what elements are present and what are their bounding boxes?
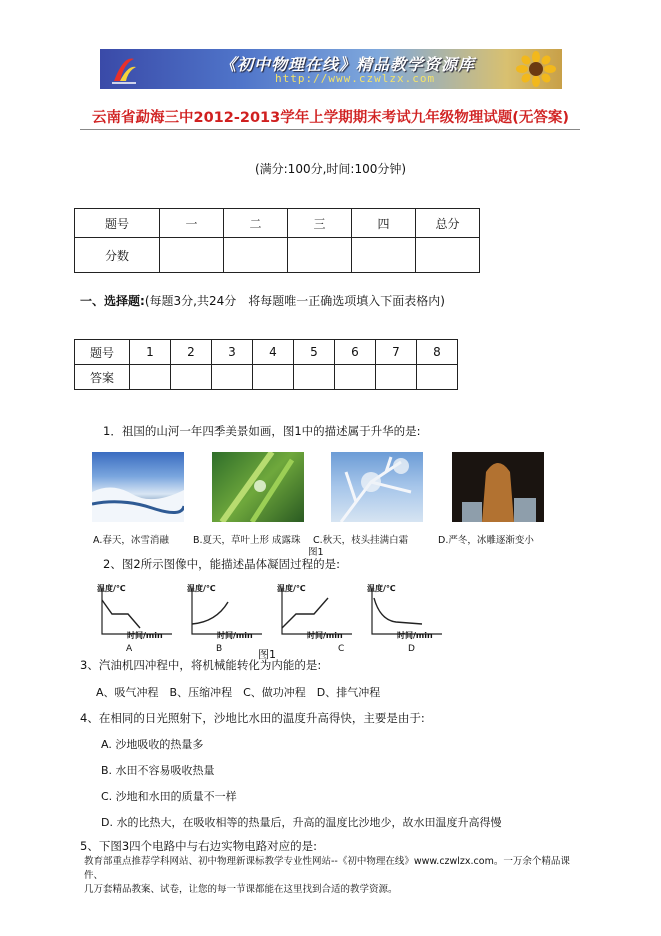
table-row-label: 分数 (75, 238, 160, 273)
answer-cell[interactable] (417, 365, 458, 390)
graph-b-ylabel: 温度/℃ (187, 584, 216, 593)
caption-c: C.秋天，枝头挂满白霜 (313, 535, 409, 546)
site-logo-icon (110, 53, 138, 85)
answer-cell[interactable] (294, 365, 335, 390)
graph-d-xlabel: 时间/min (397, 631, 433, 640)
document-title: 云南省勐海三中2012-2013学年上学期期末考试九年级物理试题(无答案) (92, 110, 569, 126)
graph-d-label: D (408, 644, 415, 654)
graph-c-xlabel: 时间/min (307, 631, 343, 640)
table-header-cell: 4 (253, 340, 294, 365)
question-4-option-a: A. 沙地吸收的热量多 (101, 738, 204, 751)
graph-c-label: C (338, 644, 345, 654)
table-row (75, 209, 480, 238)
score-table (74, 208, 480, 273)
section-heading (80, 292, 445, 309)
question-3-options: A、吸气冲程 B、压缩冲程 C、做功冲程 D、排气冲程 (96, 686, 381, 699)
answer-cell[interactable] (212, 365, 253, 390)
table-header-cell: 四 (352, 209, 416, 238)
table-header-cell: 三 (288, 209, 352, 238)
graph-d-ylabel: 温度/℃ (367, 584, 396, 593)
table-header-cell: 7 (376, 340, 417, 365)
photo-autumn-frost (331, 452, 423, 522)
question-1: 1．祖国的山河一年四季美景如画，图1中的描述属于升华的是: (103, 424, 421, 438)
table-header-cell: 6 (335, 340, 376, 365)
table-header-cell: 二 (224, 209, 288, 238)
table-header-cell: 1 (130, 340, 171, 365)
photo-summer-dew (212, 452, 304, 522)
question-5: 5、下图3四个电路中与右边实物电路对应的是: (80, 839, 318, 853)
footer-line-1: 教育部重点推荐学科网站、初中物理新课标教学专业性网站--《初中物理在线》www.czwlzx.com。一万余个精品课件、 (84, 856, 570, 881)
graph-a-ylabel: 温度/℃ (97, 584, 126, 593)
score-cell[interactable] (352, 238, 416, 273)
graph-b-label: B (216, 644, 223, 654)
score-cell[interactable] (416, 238, 480, 273)
graph-a-label: A (126, 644, 133, 654)
question-4-option-c: C. 沙地和水田的质量不一样 (101, 790, 237, 803)
banner-title: 《初中物理在线》精品教学资源库 (220, 55, 476, 74)
caption-b: B.夏天，草叶上形 成露珠 (193, 535, 301, 546)
question-3: 3、汽油机四冲程中，将机械能转化为内能的是: (80, 658, 322, 672)
graph-a-xlabel: 时间/min (127, 631, 163, 640)
section-instruction: (每题3分,共24分 将每题唯一正确选项填入下面表格内) (144, 294, 445, 308)
answer-cell[interactable] (376, 365, 417, 390)
table-row (75, 238, 480, 273)
answer-cell[interactable] (335, 365, 376, 390)
table-header-cell: 题号 (75, 209, 160, 238)
banner-url[interactable]: http://www.czwlzx.com (275, 72, 436, 85)
question-4-option-d: D. 水的比热大，在吸收相等的热量后，升高的温度比沙地少，故水田温度升高得慢 (101, 816, 502, 829)
title-divider (80, 129, 580, 130)
photo-winter-ice-sculpture (452, 452, 544, 522)
table-header-cell: 一 (160, 209, 224, 238)
table-row (75, 365, 458, 390)
footer-line-2: 几万套精品教案、试卷，让您的每一节课都能在这里找到合适的教学资源。 (84, 884, 398, 895)
table-header-cell: 3 (212, 340, 253, 365)
score-cell[interactable] (288, 238, 352, 273)
site-banner (100, 49, 562, 89)
graph-b-xlabel: 时间/min (217, 631, 253, 640)
answer-table (74, 339, 458, 390)
question-4: 4、在相同的日光照射下，沙地比水田的温度升高得快，主要是由于: (80, 711, 425, 725)
photo-spring-melting-ice (92, 452, 184, 522)
table-row-label: 答案 (75, 365, 130, 390)
sunflower-icon (514, 51, 558, 87)
caption-d: D.严冬，冰雕逐渐变小 (438, 535, 534, 546)
table-row (75, 340, 458, 365)
figure-1-label: 图1 (308, 547, 324, 558)
answer-cell[interactable] (253, 365, 294, 390)
page-footer (84, 855, 584, 897)
section-title: 一、选择题: (80, 294, 145, 308)
table-header-cell: 题号 (75, 340, 130, 365)
figure-2-label: 图1 (258, 648, 276, 661)
graph-c-ylabel: 温度/℃ (277, 584, 306, 593)
table-header-cell: 8 (417, 340, 458, 365)
score-info: (满分:100分,时间:100分钟) (254, 162, 407, 176)
answer-cell[interactable] (171, 365, 212, 390)
score-cell[interactable] (224, 238, 288, 273)
score-cell[interactable] (160, 238, 224, 273)
table-header-cell: 5 (294, 340, 335, 365)
answer-cell[interactable] (130, 365, 171, 390)
table-header-cell: 总分 (416, 209, 480, 238)
caption-a: A.春天，冰雪消融 (93, 535, 169, 546)
question-2: 2、图2所示图像中，能描述晶体凝固过程的是: (103, 557, 341, 571)
table-header-cell: 2 (171, 340, 212, 365)
question-4-option-b: B. 水田不容易吸收热量 (101, 764, 215, 777)
